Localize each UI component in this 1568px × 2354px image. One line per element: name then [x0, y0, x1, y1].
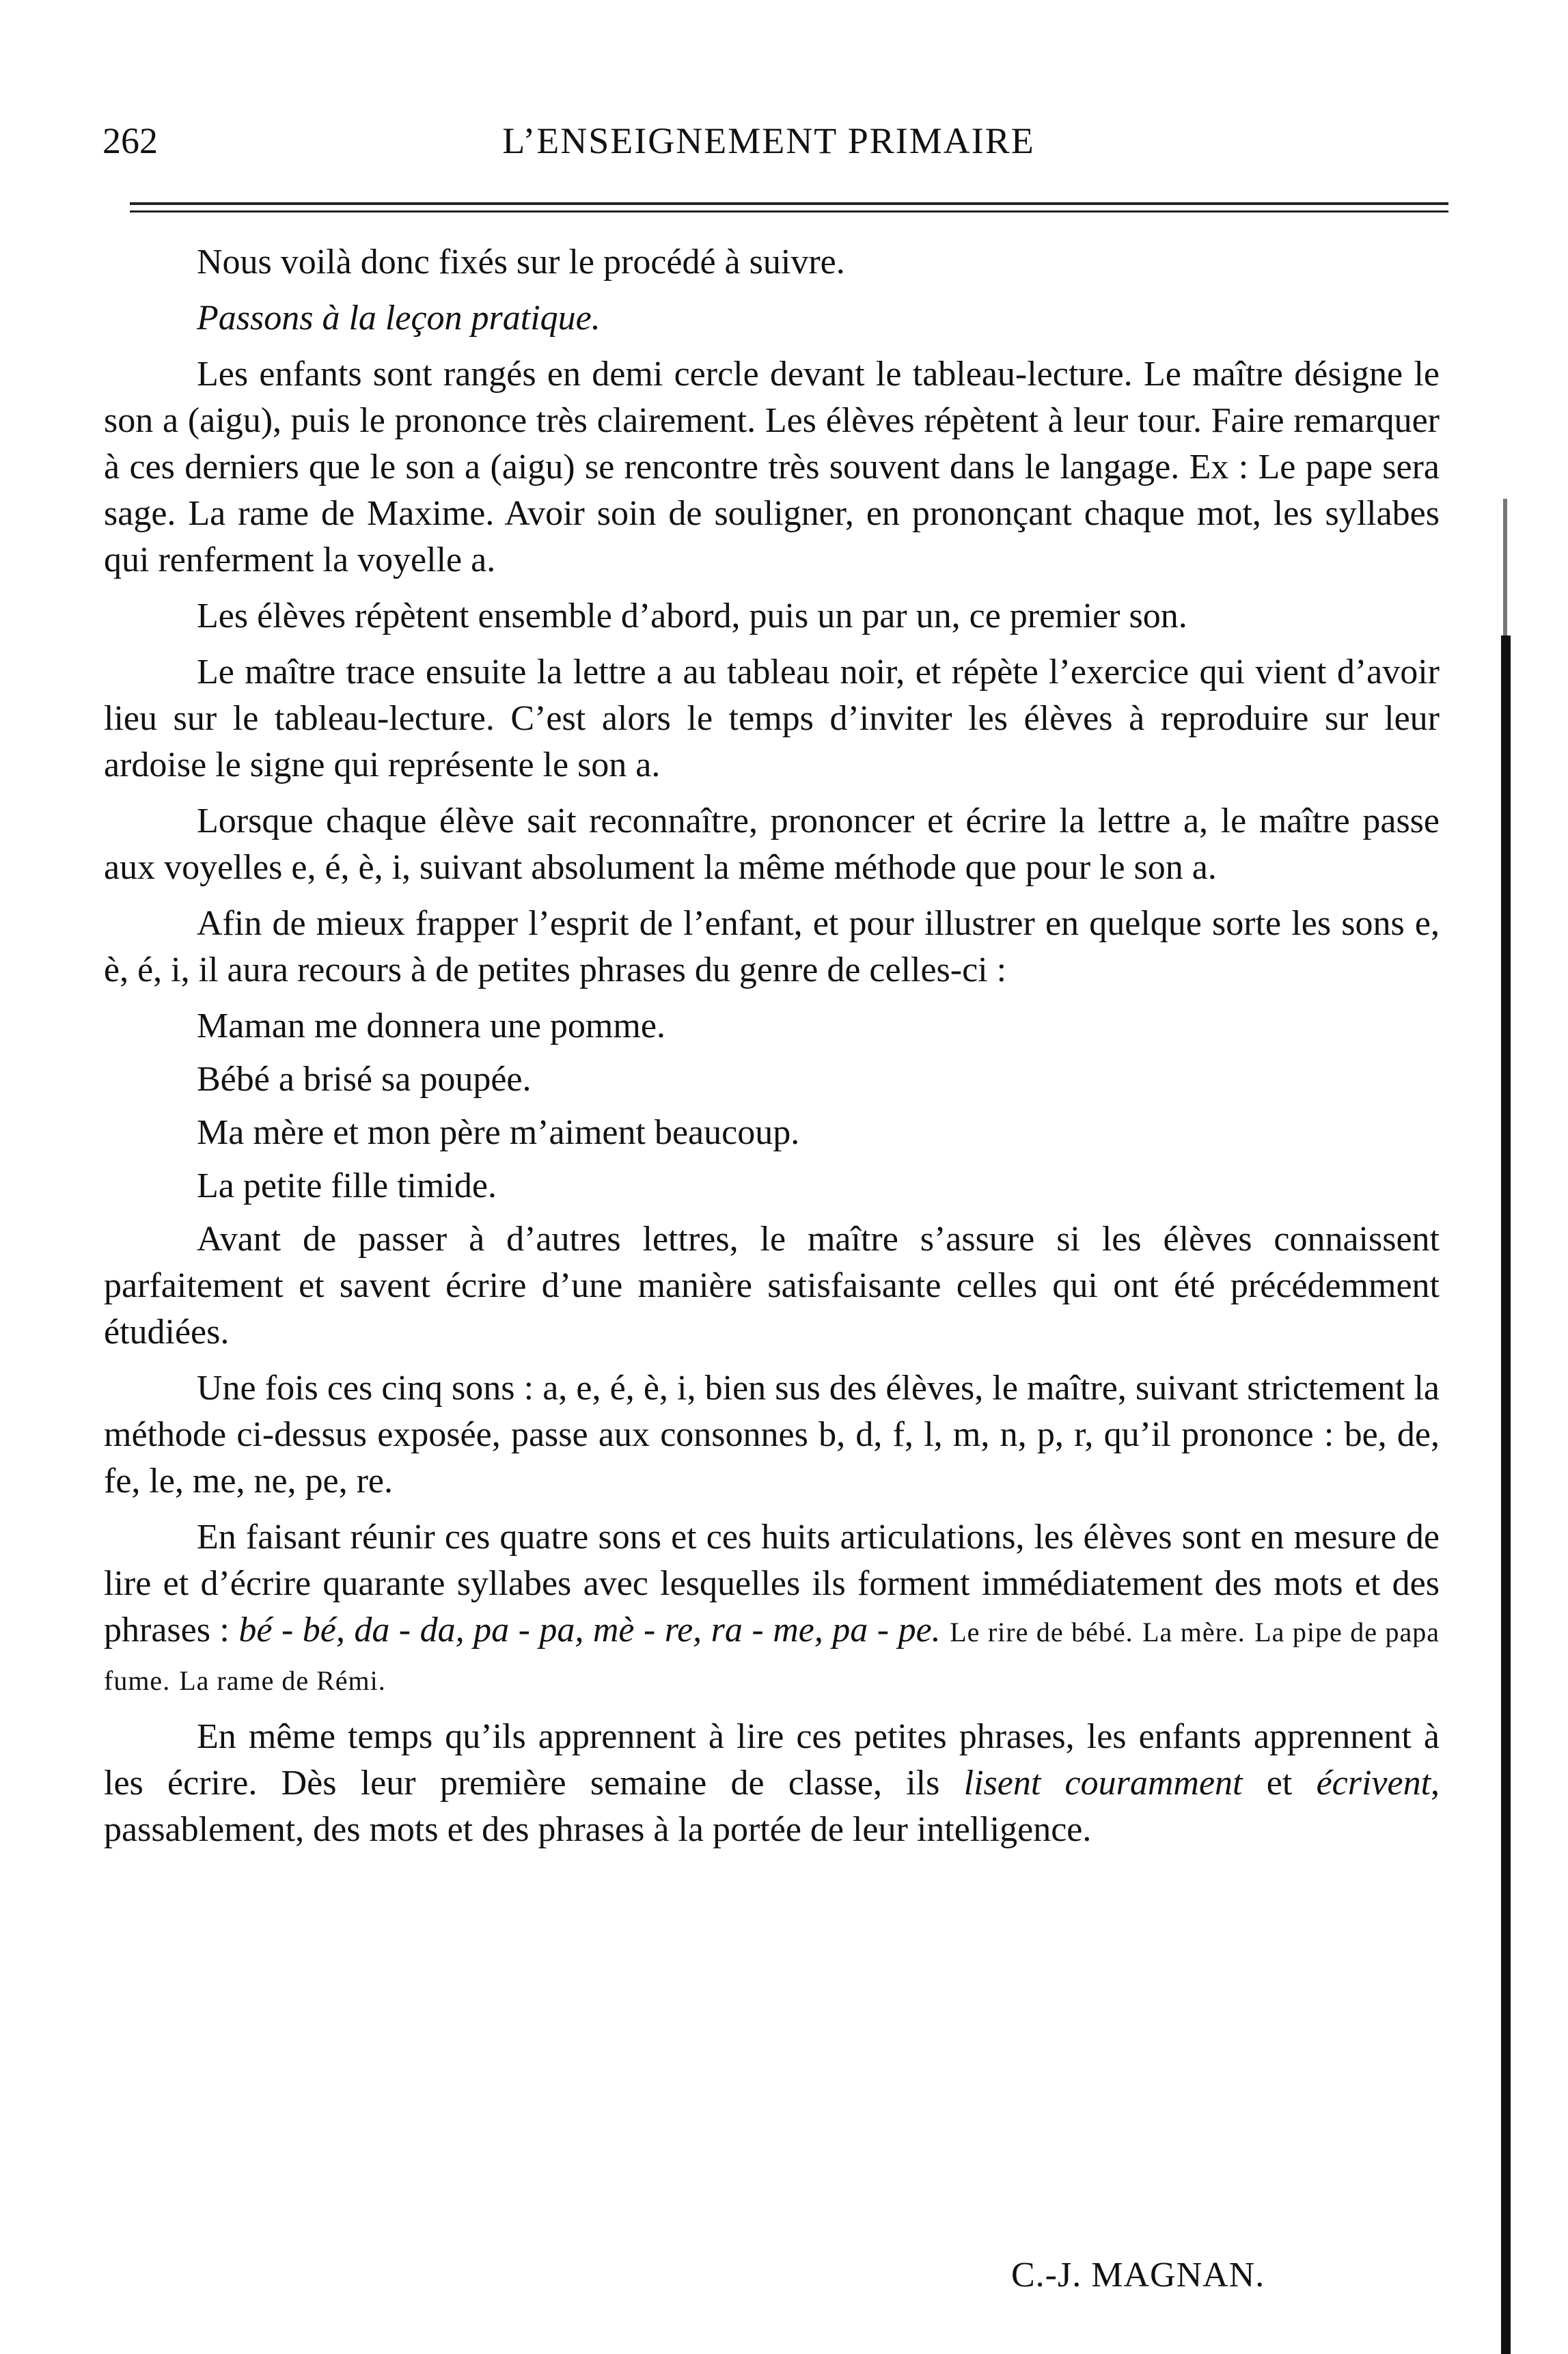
page-edge-shadow — [1501, 635, 1511, 2354]
author-signature: C.-J. MAGNAN. — [1011, 2256, 1265, 2295]
section-lead: Passons à la leçon pratique. — [197, 299, 601, 338]
italic-ecrivent: écrivent — [1316, 1764, 1431, 1803]
syllable-list: bé - bé, da - da, pa - pa, mè - re, ra - me, pa - pe. — [238, 1611, 941, 1650]
page-number: 262 — [102, 120, 158, 161]
paragraph-7: Afin de mieux frapper l’esprit de l’enfant, et pour illustrer en quelque sorte les sons e, è, é, i, il aura recours à de petites phrases du genre de celles-ci : — [104, 904, 1440, 989]
page-edge-shadow-top — [1503, 499, 1507, 635]
smallcaps-phrase-4: La rame de Rémi. — [179, 1665, 386, 1696]
paragraph-11-text-b: et — [1242, 1764, 1317, 1803]
paragraph-11-text-c: , passablement, des mots et des phrases à la portée de leur intelligence. — [104, 1764, 1440, 1849]
paragraph-2 — [104, 295, 1440, 342]
example-sentence-3: Ma mère et mon père m’aiment beaucoup. — [197, 1113, 800, 1152]
paragraph-8: Avant de passer à d’autres lettres, le maître s’assure si les élèves connaissent parfaitement et savent écrire d’une manière satisfaisante celles qui ont été précédemment étudiées. — [104, 1220, 1440, 1352]
paragraph-4: Les élèves répètent ensemble d’abord, puis un par un, ce premier son. — [197, 597, 1187, 635]
paragraph-10 — [104, 1514, 1440, 1704]
paragraph-1: Nous voilà donc fixés sur le procédé à suivre. — [197, 243, 845, 282]
paragraph-6: Lorsque chaque élève sait reconnaître, prononcer et écrire la lettre a, le maître passe aux voyelles e, é, è, i, suivant absolument la même méthode que pour le son a. — [104, 802, 1440, 887]
smallcaps-phrase-1: Le rire de bébé. — [950, 1617, 1133, 1647]
article-body — [104, 239, 1440, 1863]
smallcaps-phrase-3: La pipe de papa fume. — [104, 1617, 1440, 1696]
running-title: L’ENSEIGNEMENT PRIMAIRE — [502, 120, 1035, 161]
paragraph-11-text-a: En même temps qu’ils apprennent à lire ces petites phrases, les enfants apprennent à les écrire. Dès leur première semaine de classe, ils — [104, 1717, 1440, 1803]
header-rule-bottom — [130, 210, 1448, 213]
example-sentence-1: Maman me donnera une pomme. — [197, 1007, 665, 1045]
smallcaps-phrase-2: La mère. — [1142, 1617, 1246, 1647]
example-sentence-2: Bébé a brisé sa poupée. — [197, 1060, 532, 1099]
italic-lisent: lisent couramment — [963, 1764, 1243, 1803]
page-header — [102, 102, 1435, 164]
header-rule-top — [130, 202, 1448, 205]
paragraph-5: Le maître trace ensuite la lettre a au tableau noir, et répète l’exercice qui vient d’avoir lieu sur le tableau-lecture. C’est alors le temps d’inviter les élèves à reproduire sur leur ardoise le signe qui représente le son a. — [104, 653, 1440, 784]
example-sentence-4: La petite fille timide. — [197, 1166, 497, 1205]
paragraph-3: Les enfants sont rangés en demi cercle devant le tableau-lecture. Le maître désigne le son a (aigu), puis le prononce très clairement. Les élèves répètent à leur tour. Faire remarquer à ces derniers que le son a (aigu) se rencontre très souvent dans le langage. Ex : Le pape sera sage. La rame de Maxime. Avoir soin de souligner, en prononçant chaque mot, les syllabes qui renferment la voyelle a. — [104, 355, 1440, 579]
paragraph-9: Une fois ces cinq sons : a, e, é, è, i, bien sus des élèves, le maître, suivant strictement la méthode ci-dessus exposée, passe aux consonnes b, d, f, l, m, n, p, r, qu’il prononce : be, de, fe, le, me, ne, pe, re. — [104, 1369, 1440, 1501]
paragraph-11 — [104, 1714, 1440, 1853]
paragraph-10-text: En faisant réunir ces quatre sons et ces huits articulations, les élèves sont en mesure de lire et d’écrire quarante syllabes avec lesquelles ils forment immédiatement des mots et des phrases : — [104, 1518, 1440, 1650]
